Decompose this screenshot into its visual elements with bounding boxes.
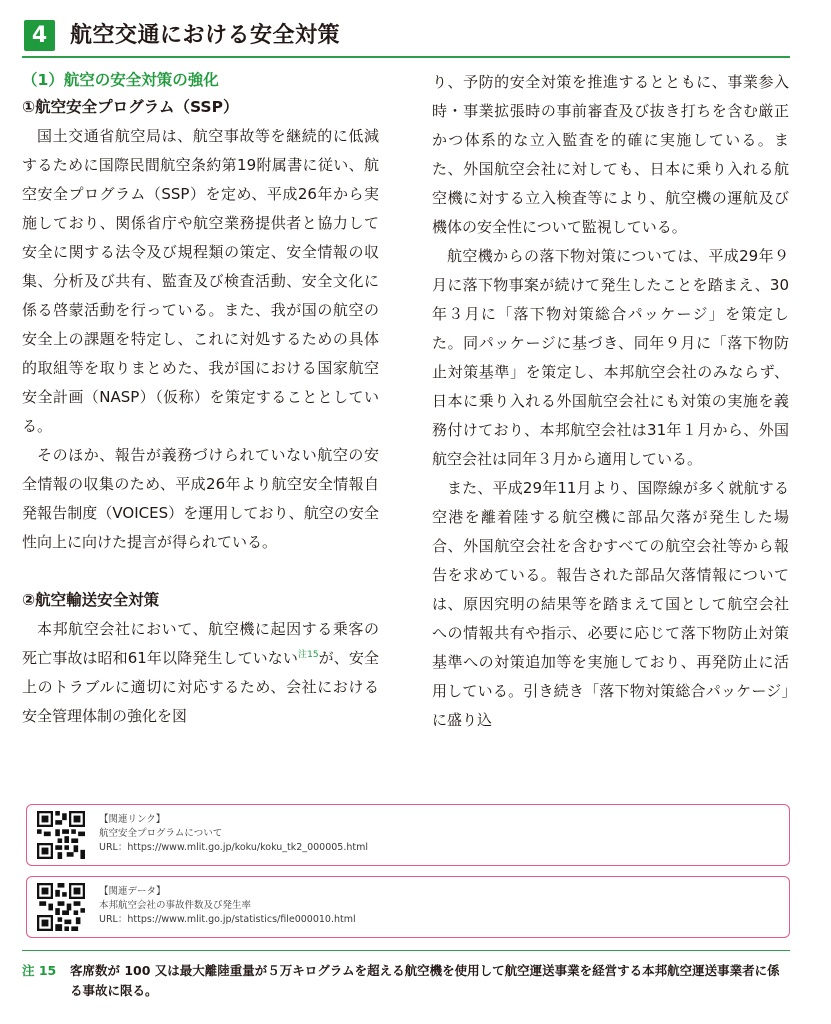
related-data-label: 【関連データ】: [99, 886, 166, 897]
page-title: 航空交通における安全対策: [70, 23, 341, 48]
transport-paragraph-1-part-b: が、安全上のトラブルに適切に対応するため、会社における安全管理体制の強化を図: [22, 649, 379, 725]
related-link-box: [26, 804, 790, 866]
section-heading: （1）航空の安全対策の強化: [22, 71, 219, 89]
ssp-paragraph-1: 国土交通省航空局は、航空事故等を継続的に低減するために国際民間航空条約第19附属書に従い、航空安全プログラム（SSP）を定め、平成26年から実施しており、関係省庁や航空業務提供者と協力して安全に関する法令及び規程類の策定、安全情報の収集、分析及び共有、監査及び検査活動、安全文化に係る啓蒙活動を行っている。また、我が国の航空の安全上の課題を特定し、これに対処するための具体的取組等を取りまとめた、我が国における国家航空安全計画（NASP）（仮称）を策定することとしている。: [22, 127, 379, 435]
ssp-heading: ①航空安全プログラム（SSP）: [22, 98, 239, 116]
qr-code-icon[interactable]: [37, 883, 85, 931]
left-column: [22, 68, 379, 731]
qr-code-icon[interactable]: [37, 811, 85, 859]
related-link-label: 【関連リンク】: [99, 814, 166, 825]
footnote-text: 客席数が 100 又は最大離陸重量が５万キログラムを超える航空機を使用して航空運送事業を経営する本邦航空運送事業者に係る事故に限る。: [70, 963, 780, 998]
ssp-paragraph-2: そのほか、報告が義務づけられていない航空の安全情報の収集のため、平成26年より航空安全情報自発報告制度（VOICES）を運用しており、航空の安全性向上に向けた提言が得られている。: [22, 446, 379, 551]
related-data-text: [99, 885, 356, 927]
footnote: [22, 950, 790, 1001]
footnote-reference[interactable]: 注15: [298, 650, 319, 660]
related-link-title[interactable]: 航空安全プログラムについて: [99, 828, 223, 839]
related-data-url[interactable]: URL：https://www.mlit.go.jp/statistics/file000010.html: [99, 914, 356, 925]
related-data-box: [26, 876, 790, 938]
transport-paragraph-1-part-a: 本邦航空会社において、航空機に起因する乗客の死亡事故は昭和61年以降発生していない: [22, 620, 379, 667]
page-header: [22, 18, 790, 58]
transport-paragraph-1: [22, 615, 379, 731]
parts-loss-paragraph: また、平成29年11月より、国際線が多く就航する空港を離着陸する航空機に部品欠落が発生した場合、外国航空会社を含むすべての航空会社等から報告を求めている。報告された部品欠落情報については、原因究明の結果等を踏まえて国として航空会社への情報共有や指示、必要に応じて落下物防止対策基準への対策追加等を実施しており、再発防止に活用している。引き続き「落下物対策総合パッケージ」に盛り込: [432, 479, 789, 729]
footnote-label: 注 15: [22, 963, 57, 978]
section-number-badge: 4: [24, 20, 55, 51]
falling-objects-paragraph: 航空機からの落下物対策については、平成29年９月に落下物事案が続けて発生したことを踏まえ、30年３月に「落下物対策総合パッケージ」を策定した。同パッケージに基づき、同年９月に「落下物防止対策基準」を策定し、本邦航空会社のみならず、日本に乗り入れる外国航空会社にも対策の実施を義務付けており、本邦航空会社は31年１月から、外国航空会社は同年３月から適用している。: [432, 247, 789, 468]
related-data-title[interactable]: 本邦航空会社の事故件数及び発生率: [99, 900, 252, 911]
related-link-text: [99, 813, 368, 855]
transport-safety-heading: ②航空輸送安全対策: [22, 591, 160, 609]
right-column: [432, 68, 789, 735]
related-link-url[interactable]: URL：https://www.mlit.go.jp/koku/koku_tk2_000005.html: [99, 842, 369, 853]
transport-paragraph-1-continued: り、予防的安全対策を推進するとともに、事業参入時・事業拡張時の事前審査及び抜き打ちを含む厳正かつ体系的な立入監査を的確に実施している。また、外国航空会社に対しても、日本に乗り入れる航空機に対する立入検査等により、航空機の運航及び機体の安全性について監視している。: [432, 73, 789, 236]
